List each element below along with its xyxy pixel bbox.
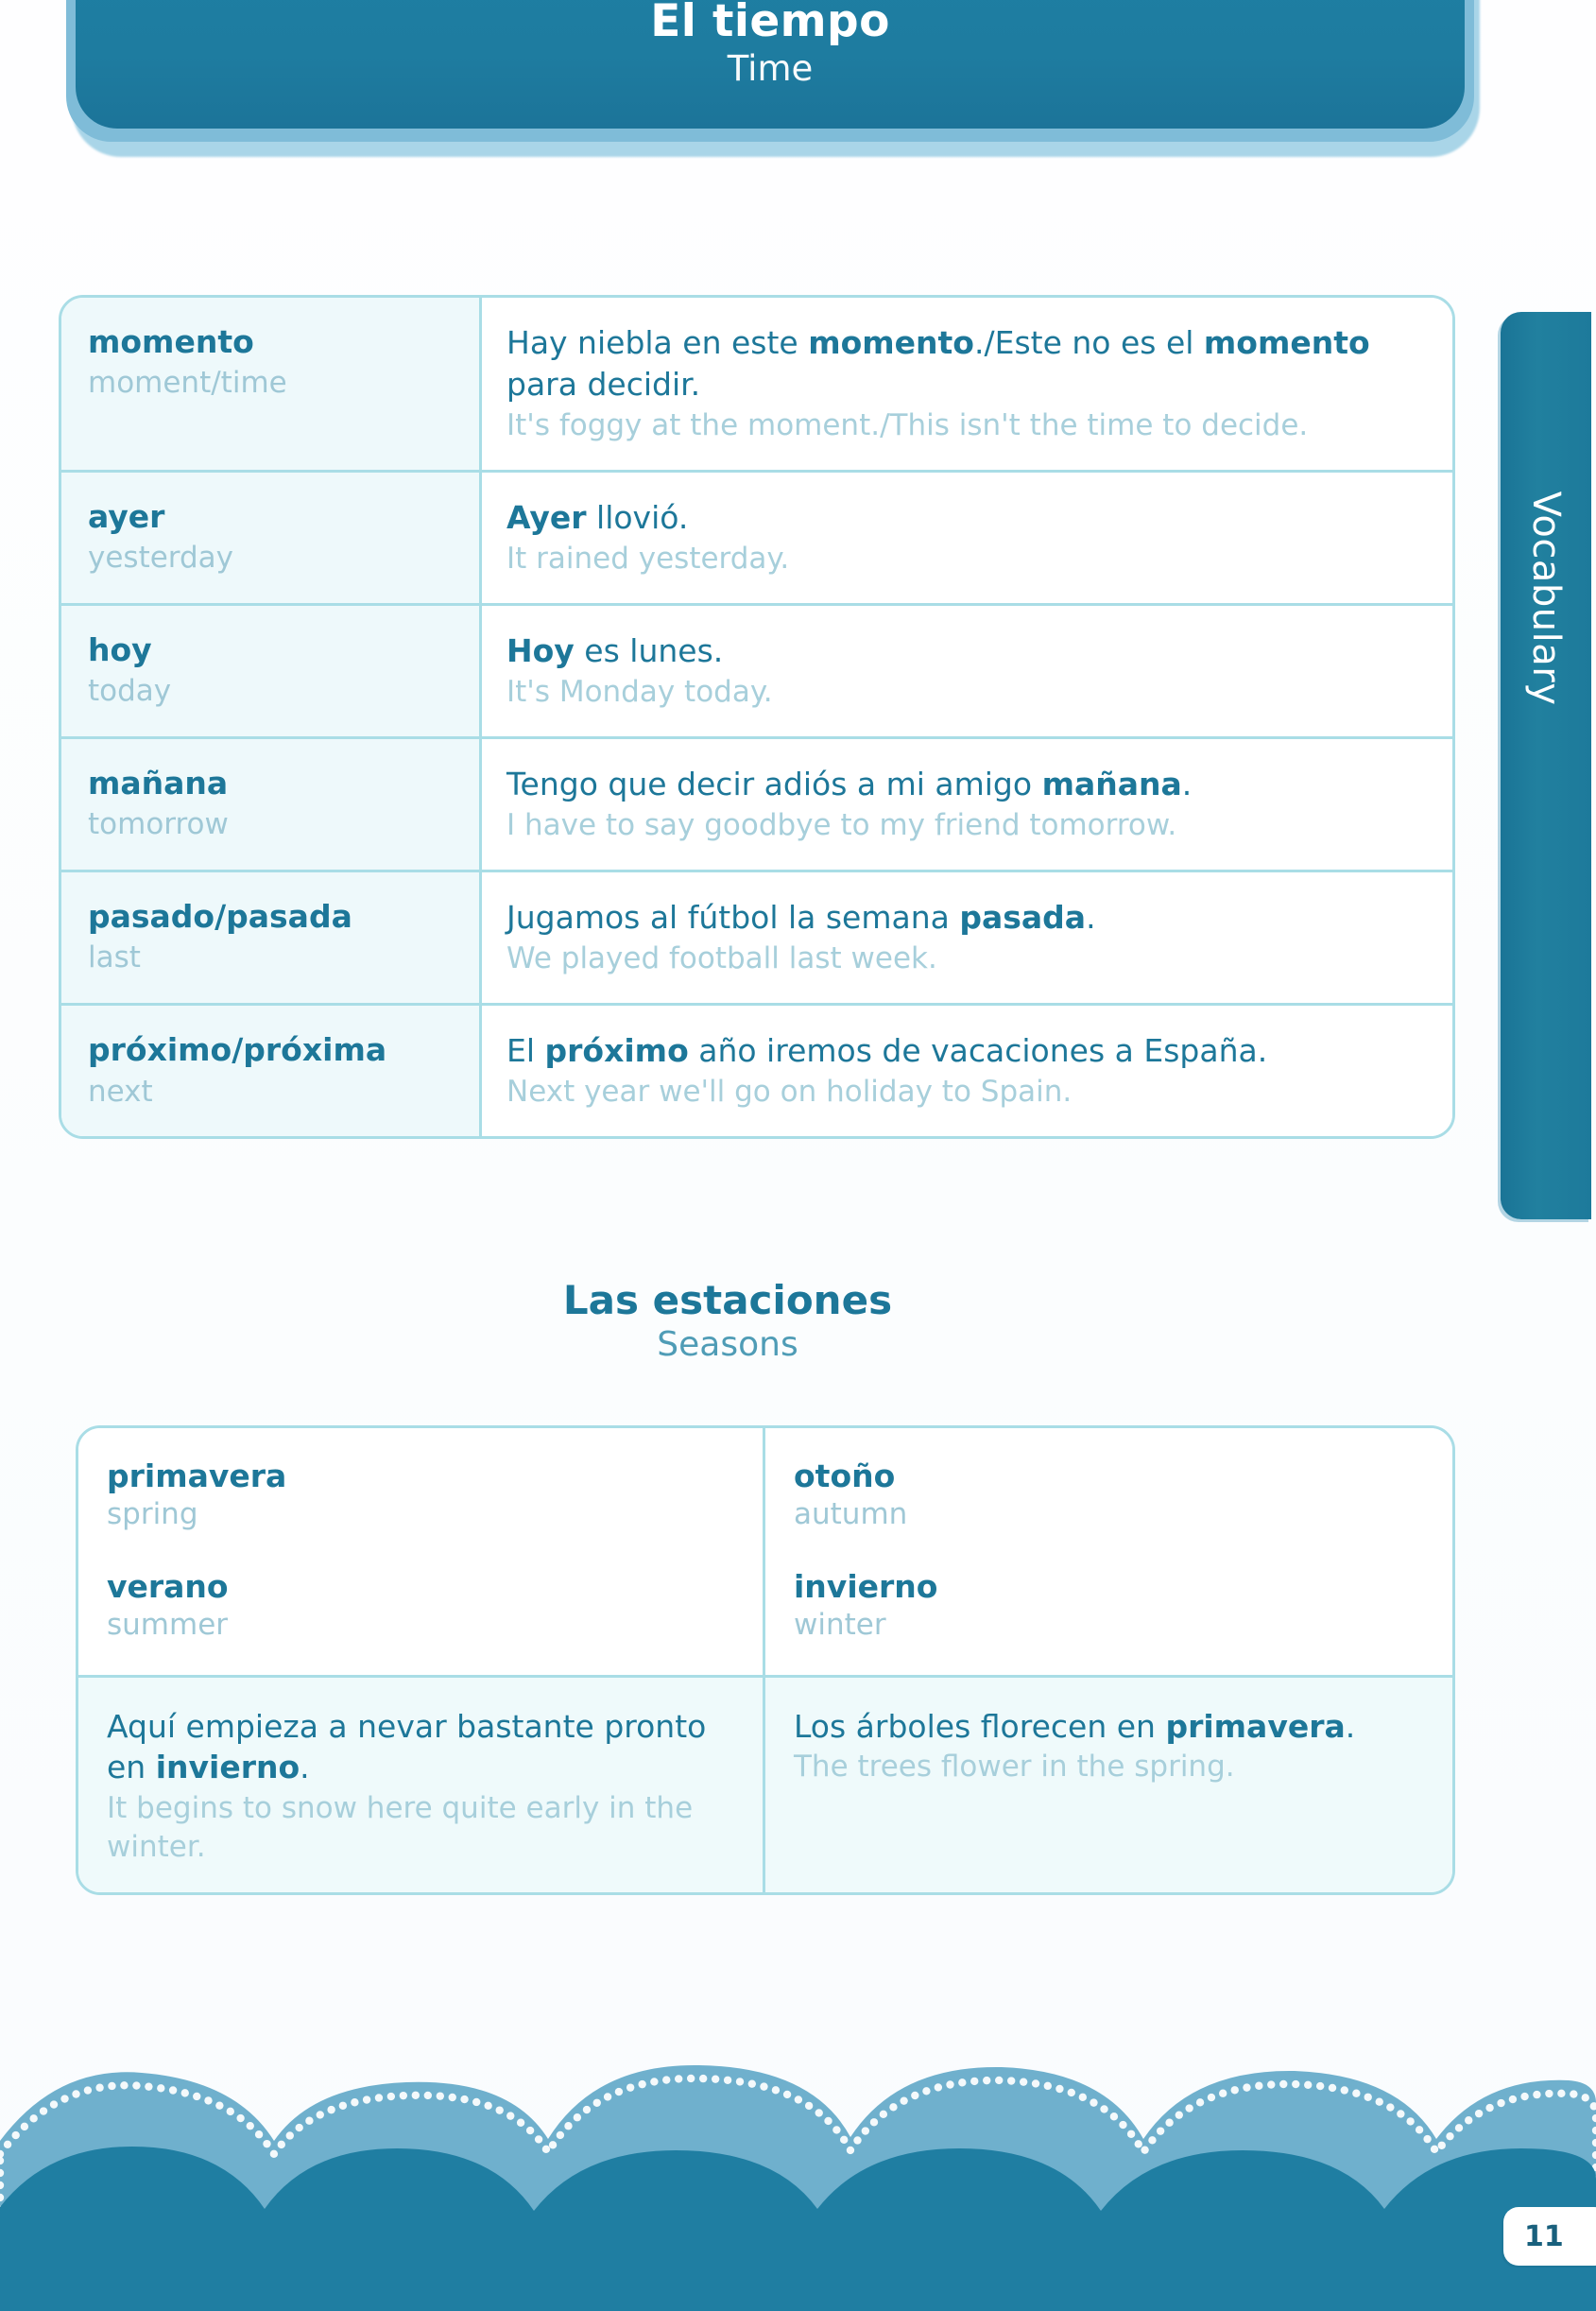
wave-svg xyxy=(0,2027,1596,2311)
season-term xyxy=(794,1457,1428,1533)
wave-dot xyxy=(72,2090,79,2097)
footer-wave-decoration xyxy=(0,2027,1596,2311)
example-spanish: Hoy es lunes. xyxy=(506,632,724,670)
wave-dot xyxy=(983,2077,990,2084)
wave-dot xyxy=(1100,2105,1107,2113)
wave-dot xyxy=(1292,2080,1299,2088)
wave-dot xyxy=(662,2076,670,2083)
wave-dot xyxy=(687,2075,695,2082)
season-english: summer xyxy=(107,1607,229,1642)
term-english: last xyxy=(88,940,141,975)
season-term-cell xyxy=(78,1428,765,1675)
wave-dot xyxy=(1119,2121,1126,2129)
wave-dot xyxy=(1416,2126,1423,2133)
wave-dot xyxy=(1231,2086,1239,2094)
wave-dot xyxy=(760,2082,767,2090)
term-english: tomorrow xyxy=(88,807,229,842)
term-spanish: momento xyxy=(88,323,254,360)
season-term-cell xyxy=(765,1428,1452,1675)
example-english: I have to say goodbye to my friend tomorrow. xyxy=(506,808,1177,843)
example-spanish: Ayer llovió. xyxy=(506,498,689,536)
wave-dot xyxy=(1185,2104,1193,2112)
wave-dot xyxy=(363,2095,370,2103)
wave-dot xyxy=(1304,2081,1312,2089)
wave-dot xyxy=(11,2131,19,2139)
wave-dot xyxy=(1465,2116,1472,2124)
wave-dot xyxy=(772,2086,780,2094)
example-english: The trees flower in the spring. xyxy=(794,1750,1235,1785)
page-header-banner xyxy=(64,0,1482,189)
wave-dot xyxy=(351,2098,358,2106)
wave-dot xyxy=(970,2078,978,2085)
wave-dot xyxy=(1219,2090,1227,2097)
wave-dot xyxy=(1068,2089,1075,2096)
wave-dot xyxy=(247,2122,254,2130)
wave-dot xyxy=(832,2126,840,2133)
wave-dot xyxy=(1509,2095,1517,2103)
season-english: winter xyxy=(794,1607,886,1642)
wave-dot xyxy=(1135,2140,1142,2147)
term-spanish: próximo/próxima xyxy=(88,1031,387,1069)
term-spanish: pasado/pasada xyxy=(88,898,352,936)
table-row xyxy=(61,739,1452,872)
wave-dot xyxy=(263,2140,270,2147)
wave-dot xyxy=(1352,2090,1360,2097)
table-row xyxy=(61,872,1452,1006)
wave-dot xyxy=(995,2077,1003,2084)
wave-dot xyxy=(675,2075,682,2082)
wave-dot xyxy=(255,2130,263,2138)
wave-dot xyxy=(535,2135,542,2143)
wave-dot xyxy=(1520,2093,1528,2100)
wave-dot xyxy=(305,2117,313,2125)
wave-dot xyxy=(472,2098,480,2106)
page-title-spanish: El tiempo xyxy=(650,0,890,47)
wave-dot xyxy=(900,2096,907,2104)
wave-dot xyxy=(295,2124,302,2131)
wave-dot xyxy=(1423,2135,1431,2143)
wave-dot xyxy=(1485,2104,1493,2112)
wave-dot xyxy=(227,2108,234,2115)
wave-dot xyxy=(387,2093,395,2100)
page-title-english: Time xyxy=(727,48,814,90)
seasons-examples-row xyxy=(78,1678,1452,1892)
table-row xyxy=(61,606,1452,739)
wave-dot xyxy=(327,2106,335,2113)
vocabulary-term-cell xyxy=(61,298,482,470)
wave-dot xyxy=(958,2078,966,2086)
example-sentence-cell xyxy=(482,298,1452,470)
wave-dot xyxy=(1176,2111,1183,2118)
wave-dot xyxy=(339,2102,347,2110)
wave-dot xyxy=(400,2092,407,2099)
vocabulary-term-cell xyxy=(61,872,482,1003)
page-number-text: 11 xyxy=(1524,2219,1564,2253)
wave-dot xyxy=(1582,2094,1589,2101)
wave-dot xyxy=(60,2095,68,2102)
wave-dot xyxy=(712,2075,719,2082)
wave-dot xyxy=(557,2131,564,2139)
sidebar-tab-vocabulary[interactable] xyxy=(1501,312,1591,1219)
wave-dot xyxy=(1570,2090,1577,2097)
wave-dot xyxy=(795,2095,802,2103)
wave-dot xyxy=(317,2111,324,2118)
wave-dot xyxy=(286,2131,294,2139)
example-english: We played football last week. xyxy=(506,941,937,976)
wave-dot xyxy=(1438,2142,1446,2149)
wave-dot xyxy=(412,2092,420,2099)
seasons-heading-english: Seasons xyxy=(657,1325,798,1365)
wave-dot xyxy=(181,2089,189,2096)
seasons-vocabulary-table xyxy=(76,1425,1455,1895)
wave-dot xyxy=(84,2086,92,2094)
wave-dot xyxy=(484,2102,491,2110)
wave-dot xyxy=(1557,2090,1565,2097)
term-english: next xyxy=(88,1074,153,1109)
wave-dot xyxy=(1267,2080,1275,2088)
wave-dot xyxy=(1446,2132,1453,2140)
wave-dot xyxy=(1079,2094,1087,2101)
wave-dot xyxy=(21,2123,28,2130)
wave-dot xyxy=(1110,2113,1118,2120)
wave-dot xyxy=(935,2083,942,2091)
term-english: today xyxy=(88,674,172,709)
wave-dot xyxy=(880,2111,887,2118)
vocabulary-term-cell xyxy=(61,1006,482,1136)
wave-dot xyxy=(1020,2078,1027,2085)
wave-dot xyxy=(564,2122,572,2130)
wave-dot xyxy=(815,2109,823,2116)
sidebar-tab-label: Vocabulary xyxy=(1524,491,1568,706)
wave-dot xyxy=(574,2113,581,2121)
wave-dot xyxy=(638,2080,645,2088)
wave-dot xyxy=(699,2075,707,2082)
wave-dot xyxy=(1455,2124,1463,2131)
wave-dot xyxy=(889,2103,897,2111)
wave-dot xyxy=(1165,2119,1173,2127)
wave-dot xyxy=(29,2114,37,2122)
example-english: It's foggy at the moment./This isn't the time to decide. xyxy=(506,407,1309,442)
season-english: autumn xyxy=(794,1496,908,1531)
wave-dot xyxy=(1279,2080,1287,2088)
wave-dot xyxy=(375,2094,383,2101)
time-vocabulary-table xyxy=(59,295,1455,1139)
season-term xyxy=(107,1567,738,1644)
season-spanish: verano xyxy=(107,1568,229,1606)
vocabulary-term-cell xyxy=(61,473,482,603)
table-row xyxy=(61,473,1452,606)
example-english: It begins to snow here quite early in the winter. xyxy=(107,1791,694,1865)
season-spanish: primavera xyxy=(107,1457,287,1494)
wave-dot xyxy=(1148,2136,1156,2144)
example-spanish: Tengo que decir adiós a mi amigo mañana. xyxy=(506,766,1193,803)
wave-dot xyxy=(40,2107,47,2114)
example-english: Next year we'll go on holiday to Spain. xyxy=(506,1075,1073,1110)
wave-dot xyxy=(215,2101,223,2109)
wave-dot xyxy=(1376,2098,1383,2106)
season-english: spring xyxy=(107,1496,198,1531)
wave-dot xyxy=(1431,2146,1438,2153)
wave-dot xyxy=(862,2127,869,2134)
example-sentence-cell xyxy=(482,606,1452,736)
wave-dot xyxy=(1397,2110,1404,2117)
season-spanish: otoño xyxy=(794,1457,896,1494)
wave-dot xyxy=(1196,2098,1204,2106)
wave-dot xyxy=(1497,2099,1504,2107)
season-term xyxy=(107,1457,738,1533)
wave-dot xyxy=(278,2141,285,2148)
wave-dot xyxy=(236,2114,244,2122)
wave-dot xyxy=(847,2147,854,2154)
wave-dot xyxy=(1157,2127,1164,2134)
wave-dot xyxy=(157,2084,164,2092)
page-number-badge xyxy=(1503,2207,1596,2266)
wave-dot xyxy=(583,2106,591,2113)
wave-dot xyxy=(1007,2077,1015,2084)
wave-dot xyxy=(1090,2098,1097,2106)
table-row xyxy=(61,1006,1452,1136)
wave-dot xyxy=(1341,2086,1348,2094)
wave-dot xyxy=(542,2146,550,2153)
wave-dot xyxy=(108,2082,115,2090)
wave-dot xyxy=(748,2079,756,2087)
wave-dot xyxy=(805,2102,813,2110)
wave-dot xyxy=(911,2092,918,2099)
wave-dot xyxy=(132,2081,140,2089)
example-sentence-cell xyxy=(482,872,1452,1003)
wave-dot xyxy=(615,2088,623,2095)
wave-dot xyxy=(1127,2130,1135,2138)
wave-dot xyxy=(1055,2085,1063,2093)
wave-dot xyxy=(783,2091,791,2098)
wave-dot xyxy=(270,2150,278,2158)
wave-dot xyxy=(1316,2082,1324,2090)
term-spanish: hoy xyxy=(88,631,152,669)
wave-dot xyxy=(1475,2110,1483,2117)
seasons-section-heading xyxy=(0,1278,1455,1365)
wave-dot xyxy=(853,2136,861,2144)
example-spanish: Aquí empieza a nevar bastante pronto en invierno. xyxy=(107,1707,707,1786)
wave-dot xyxy=(193,2093,200,2100)
wave-dot xyxy=(840,2136,848,2144)
term-spanish: ayer xyxy=(88,497,165,535)
wave-dot xyxy=(526,2127,534,2134)
wave-dot xyxy=(1545,2090,1553,2097)
wave-dot xyxy=(506,2112,514,2119)
wave-dot xyxy=(460,2095,468,2103)
wave-dot xyxy=(626,2083,634,2091)
wave-dot xyxy=(120,2081,128,2089)
wave-dot xyxy=(1208,2094,1215,2101)
example-spanish: El próximo año iremos de vacaciones a España. xyxy=(506,1032,1268,1070)
term-spanish: mañana xyxy=(88,765,229,802)
wave-dot xyxy=(1032,2079,1039,2087)
season-spanish: invierno xyxy=(794,1568,938,1606)
term-english: yesterday xyxy=(88,541,234,576)
example-english: It's Monday today. xyxy=(506,674,773,709)
term-english: moment/time xyxy=(88,366,287,401)
vocabulary-term-cell xyxy=(61,606,482,736)
wave-dot xyxy=(204,2096,212,2104)
wave-dot xyxy=(1533,2091,1540,2098)
example-sentence-cell xyxy=(482,1006,1452,1136)
wave-dot xyxy=(593,2099,601,2107)
season-example-cell xyxy=(765,1678,1452,1892)
example-spanish: Los árboles florecen en primavera. xyxy=(794,1707,1356,1745)
seasons-heading-spanish: Las estaciones xyxy=(562,1277,893,1323)
wave-dot xyxy=(4,2141,11,2148)
wave-dot xyxy=(145,2082,152,2090)
wave-dot xyxy=(95,2084,103,2092)
wave-dot xyxy=(1329,2084,1336,2092)
wave-dot xyxy=(724,2077,731,2084)
example-english: It rained yesterday. xyxy=(506,541,790,576)
wave-dot xyxy=(922,2087,930,2095)
wave-dot xyxy=(1255,2082,1262,2090)
wave-dot xyxy=(946,2080,953,2088)
seasons-terms-row xyxy=(78,1428,1452,1678)
banner-body xyxy=(76,0,1465,129)
wave-dot xyxy=(1141,2146,1148,2153)
example-spanish: Jugamos al fútbol la semana pasada. xyxy=(506,899,1096,937)
table-row xyxy=(61,298,1452,473)
wave-dot xyxy=(449,2094,456,2101)
wave-dot xyxy=(736,2078,744,2085)
example-spanish: Hay niebla en este momento./Este no es el momento para decidir. xyxy=(506,324,1370,403)
wave-dot xyxy=(437,2092,444,2099)
wave-dot xyxy=(870,2118,878,2126)
wave-dot xyxy=(1386,2103,1394,2111)
wave-dot xyxy=(424,2092,432,2099)
wave-dot xyxy=(1243,2083,1250,2091)
wave-dot xyxy=(1406,2117,1414,2125)
wave-dot xyxy=(496,2106,504,2113)
wave-dot xyxy=(517,2119,524,2127)
wave-dot xyxy=(1364,2094,1372,2101)
vocabulary-term-cell xyxy=(61,739,482,870)
wave-dot xyxy=(824,2117,832,2125)
wave-dot xyxy=(650,2078,658,2085)
wave-dot xyxy=(604,2093,611,2100)
wave-dot xyxy=(169,2086,177,2094)
example-sentence-cell xyxy=(482,739,1452,870)
wave-dot xyxy=(50,2100,58,2108)
wave-dot xyxy=(1044,2082,1052,2090)
season-term xyxy=(794,1567,1428,1644)
example-sentence-cell xyxy=(482,473,1452,603)
season-example-cell xyxy=(78,1678,765,1892)
wave-dot xyxy=(549,2141,557,2148)
